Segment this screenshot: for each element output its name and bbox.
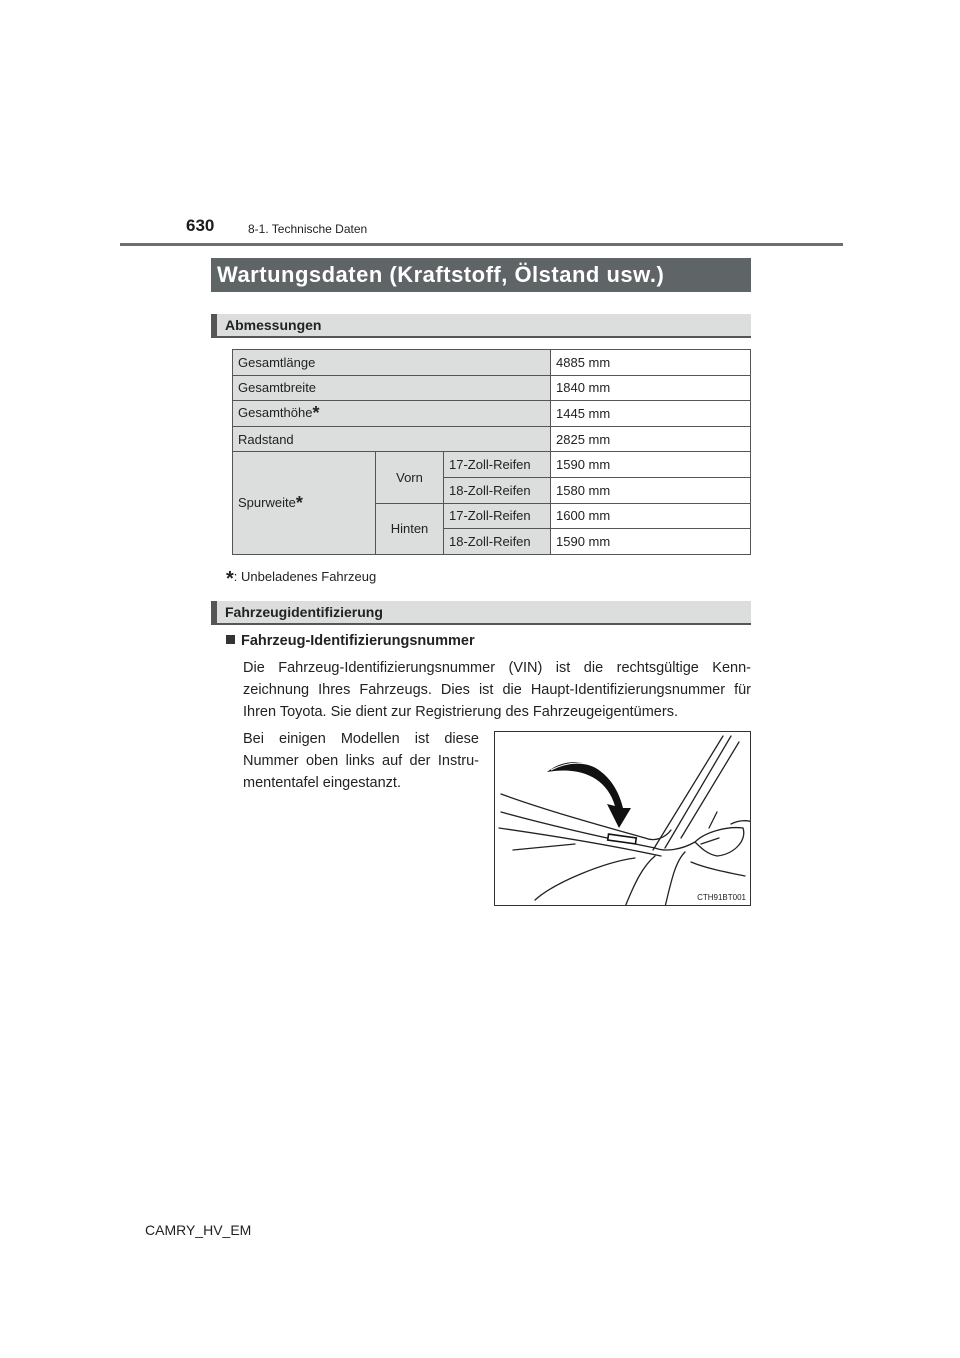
vin-location-illustration bbox=[494, 731, 751, 906]
dimensions-table bbox=[232, 349, 751, 555]
row-label: Gesamtbreite bbox=[233, 375, 551, 401]
dashboard-drawing bbox=[495, 732, 751, 906]
table-row bbox=[233, 375, 751, 401]
arrow-icon bbox=[547, 762, 631, 828]
row-value: 4885 mm bbox=[551, 350, 751, 376]
table-row bbox=[233, 350, 751, 376]
row-value: 1445 mm bbox=[551, 401, 751, 427]
vin-description: Die Fahrzeug-Identifizierungsnummer (VIN) ist die rechtsgültige Kenn-zeichnung Ihres Fahrzeugs. Dies ist die Haupt-Identifizierungsnummer für Ihren Toyota. Sie dient zur Registrierung des Fahrzeugeigentümers. bbox=[243, 660, 751, 720]
page-title: Wartungsdaten (Kraftstoff, Ölstand usw.) bbox=[211, 258, 751, 292]
table-row bbox=[233, 401, 751, 427]
front-label: Vorn bbox=[376, 452, 444, 503]
row-value: 2825 mm bbox=[551, 426, 751, 452]
row-label: Gesamtlänge bbox=[233, 350, 551, 376]
tire-size: 17-Zoll-Reifen bbox=[444, 503, 551, 529]
vin-location-text: Bei einigen Modellen ist diese Nummer oben links auf der Instru-mententafel eingestanzt. bbox=[243, 731, 479, 791]
document-code: CAMRY_HV_EM bbox=[145, 1222, 252, 1238]
rear-label: Hinten bbox=[376, 503, 444, 554]
row-value: 1580 mm bbox=[551, 477, 751, 503]
track-label: Spurweite* bbox=[233, 452, 376, 554]
row-label: Gesamthöhe* bbox=[233, 401, 551, 427]
row-value: 1590 mm bbox=[551, 529, 751, 555]
vin-plate-icon bbox=[608, 834, 637, 844]
table-row bbox=[233, 426, 751, 452]
tire-size: 17-Zoll-Reifen bbox=[444, 452, 551, 478]
vin-heading: Fahrzeug-Identifizierungsnummer bbox=[226, 633, 475, 649]
row-value: 1840 mm bbox=[551, 375, 751, 401]
row-value: 1600 mm bbox=[551, 503, 751, 529]
figure-code: CTH91BT001 bbox=[697, 893, 746, 902]
dimensions-heading: Abmessungen bbox=[211, 314, 751, 338]
tire-size: 18-Zoll-Reifen bbox=[444, 529, 551, 555]
identification-heading: Fahrzeugidentifizierung bbox=[211, 601, 751, 625]
row-label: Radstand bbox=[233, 426, 551, 452]
footnote: *: Unbeladenes Fahrzeug bbox=[226, 568, 377, 590]
row-value: 1590 mm bbox=[551, 452, 751, 478]
section-label: 8-1. Technische Daten bbox=[248, 222, 368, 236]
header-rule bbox=[120, 243, 843, 246]
tire-size: 18-Zoll-Reifen bbox=[444, 477, 551, 503]
table-row bbox=[233, 452, 751, 478]
bullet-icon bbox=[226, 635, 235, 644]
page-number: 630 bbox=[186, 216, 215, 235]
